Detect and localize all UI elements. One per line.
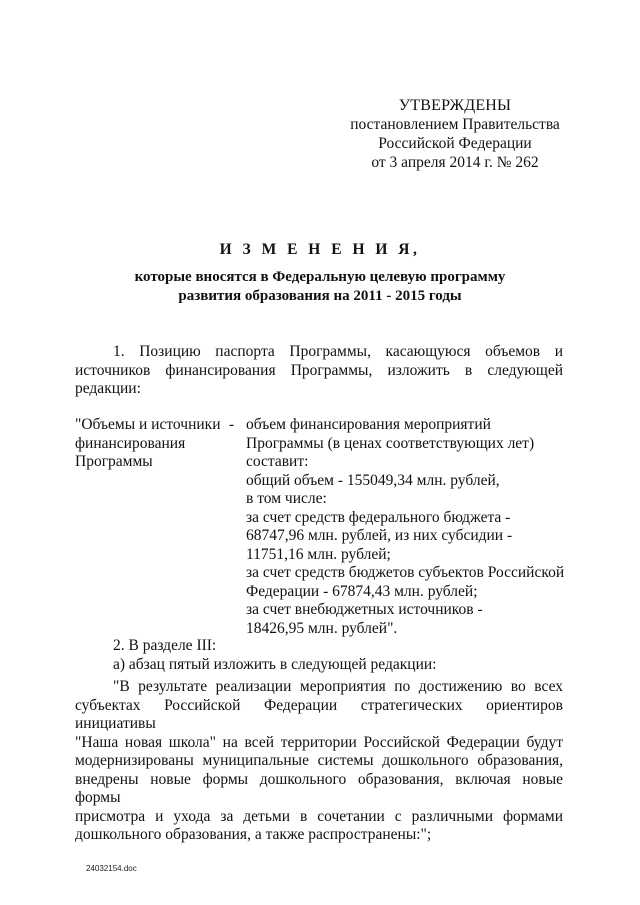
approval-heading: УТВЕРЖДЕНЫ — [398, 97, 512, 114]
passport-value-line: Федерации - 67874,43 млн. рублей; — [246, 582, 478, 600]
document-title: И З М Е Н Е Н И Я, — [219, 241, 421, 258]
passport-value-line: 11751,16 млн. рублей; — [246, 545, 391, 563]
passport-value-line: за счет средств бюджетов субъектов Российской — [246, 564, 565, 581]
passport-value-line: за счет внебюджетных источников - — [246, 601, 483, 618]
passport-value-line: составит: — [246, 453, 309, 470]
approval-line: постановлением Правительства — [350, 116, 560, 133]
document-subtitle — [60, 268, 580, 306]
item-2-quote — [75, 678, 563, 845]
subtitle-line: развития образования на 2011 - 2015 годы — [178, 288, 462, 304]
quote-line: "Наша новая школа" на всей территории Российской Федерации будут — [75, 733, 563, 751]
quote-line: модернизированы муниципальные системы дошкольного образования, — [75, 752, 563, 769]
item-2-heading: 2. В разделе III: — [113, 637, 217, 654]
passport-value-line: 18426,95 млн. рублей". — [246, 619, 398, 637]
quote-line: субъектах Российской Федерации стратегических ориентиров инициативы — [75, 696, 563, 732]
approval-line: Российской Федерации — [378, 135, 532, 152]
passport-value-line: объем финансирования мероприятий — [246, 416, 491, 433]
passport-value-line: Программы (в ценах соответствующих лет) — [246, 434, 535, 452]
quote-line: внедрены новые формы дошкольного образования, включая новые формы — [75, 770, 563, 806]
paragraph-line: 1. Позицию паспорта Программы, касающуюся объемов и — [113, 343, 563, 360]
item-2-heading-block — [75, 637, 563, 674]
quote-line: "В результате реализации мероприятия по достижению во всех — [113, 678, 563, 695]
passport-value-line: 68747,96 млн. рублей, из них субсидии - — [246, 527, 513, 544]
item-1-paragraph — [75, 343, 563, 399]
approval-stamp — [340, 96, 570, 172]
file-name-footer: 24032154.doc — [86, 864, 137, 873]
paragraph-line: источников финансирования Программы, изложить в следующей — [75, 361, 563, 379]
passport-value-line: за счет средств федерального бюджета - — [246, 508, 511, 526]
passport-right-column — [246, 416, 566, 638]
paragraph-line: редакции: — [75, 380, 141, 397]
quote-line: присмотра и ухода за детьми в сочетании с различными формами — [75, 807, 563, 825]
subtitle-line: которые вносятся в Федеральную целевую программу — [134, 269, 506, 285]
approval-date: от 3 апреля 2014 г. № 262 — [371, 154, 539, 171]
passport-label-line: "Объемы и источники — [75, 416, 221, 433]
passport-label-line: финансирования — [75, 434, 186, 452]
passport-dash: - — [229, 416, 235, 433]
passport-label-line: Программы — [75, 453, 153, 470]
passport-value-line: в том числе: — [246, 490, 327, 507]
item-2-sub-a: а) абзац пятый изложить в следующей редакции: — [113, 655, 437, 673]
passport-value-line: общий объем - 155049,34 млн. рублей, — [246, 471, 500, 489]
passport-left-column — [75, 416, 235, 472]
quote-line: дошкольного образования, а также распространены:"; — [75, 826, 432, 843]
